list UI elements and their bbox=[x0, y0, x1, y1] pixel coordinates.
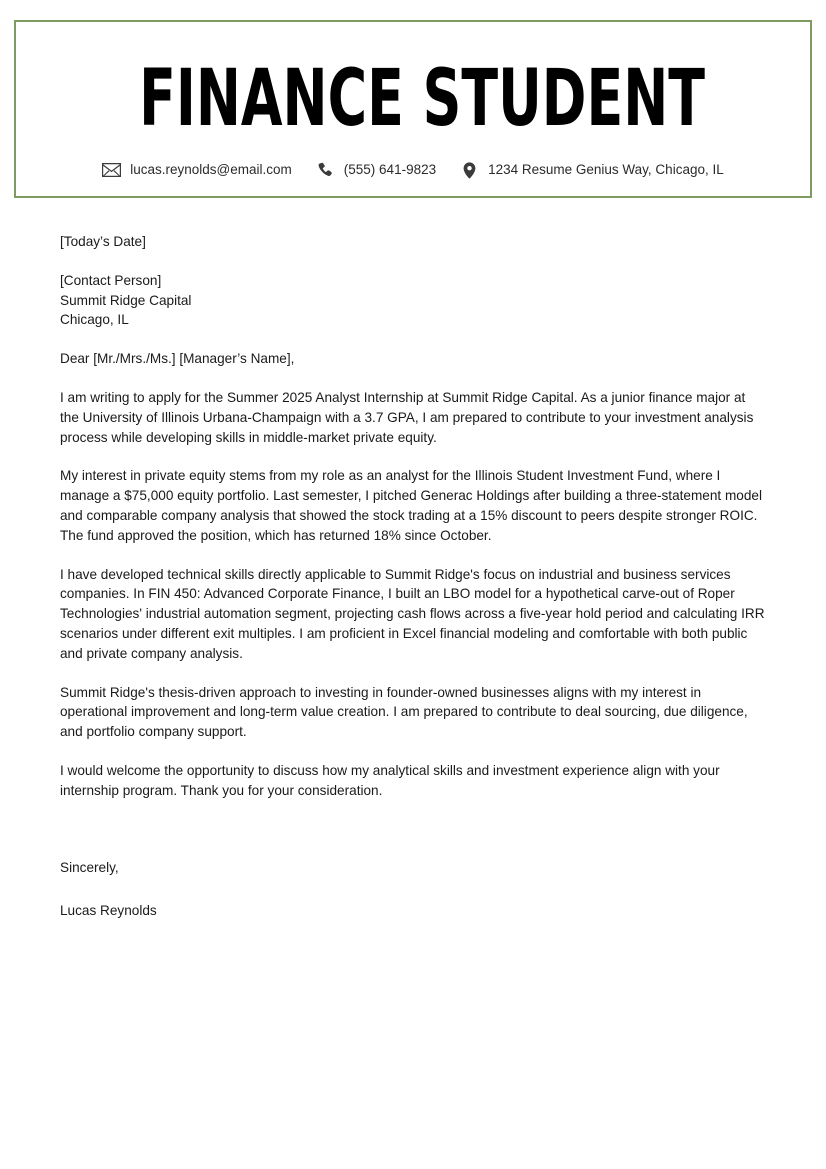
recipient-location: Chicago, IL bbox=[60, 312, 129, 328]
body-paragraph-5: I would welcome the opportunity to discuss how my analytical skills and investment experience align with your internship program. Thank you for your consideration. bbox=[60, 762, 720, 798]
recipient-contact-person: [Contact Person] bbox=[60, 272, 162, 288]
letter-body bbox=[60, 232, 767, 921]
email-text: lucas.reynolds@email.com bbox=[130, 162, 292, 177]
date-block bbox=[60, 232, 767, 252]
location-pin-icon bbox=[460, 162, 479, 178]
recipient-company: Summit Ridge Capital bbox=[60, 292, 192, 308]
phone-icon bbox=[316, 162, 335, 178]
contact-item-address bbox=[460, 162, 724, 178]
recipient-address-block bbox=[60, 271, 767, 330]
body-paragraph-2: My interest in private equity stems from my role as an analyst for the Illinois Student Investment Fund, where I manage a $75,000 equity portfolio. Last semester, I pitched Generac Holdings after building a three-statement model and comparable company analysis that showed the stock trading at a 15% discount to peers despite stronger ROIC. The fund approved the position, which has returned 18% since October. bbox=[60, 468, 763, 543]
contact-item-phone bbox=[316, 162, 436, 178]
body-paragraph-1: I am writing to apply for the Summer 2025 Analyst Internship at Summit Ridge Capital. As a junior finance major at the University of Illinois Urbana-Champaign with a 3.7 GPA, I am prepared to contribute to your investment analysis process while developing skills in middle-market private equity. bbox=[60, 389, 754, 445]
phone-text: (555) 641-9823 bbox=[343, 162, 437, 177]
contact-info-row bbox=[16, 162, 810, 178]
body-paragraph-4: Summit Ridge's thesis-driven approach to investing in founder-owned businesses aligns with my interest in operational improvement and long-term value creation. I am prepared to contribute to deal sourcing, due diligence, and portfolio company support. bbox=[60, 684, 748, 740]
signature-name: Lucas Reynolds bbox=[60, 903, 157, 919]
signature-spacer bbox=[60, 820, 767, 858]
salutation: Dear [Mr./Mrs./Ms.] [Manager’s Name], bbox=[60, 351, 295, 367]
envelope-icon bbox=[102, 162, 121, 178]
letter-date: [Today’s Date] bbox=[60, 234, 146, 249]
contact-item-email bbox=[102, 162, 292, 178]
header-banner bbox=[14, 20, 812, 198]
body-paragraph-3: I have developed technical skills directly applicable to Summit Ridge's focus on industrial and business services companies. In FIN 450: Advanced Corporate Finance, I built an LBO model for a hypothetical carve-out of Roper Technologies' industrial automation segment, projecting cash flows across a five-year hold period and calculating IRR scenarios under different exit multiples. I am proficient in Excel financial modeling and comfortable with both public and private company analysis. bbox=[60, 566, 765, 661]
closing-salutation: Sincerely, bbox=[60, 859, 119, 875]
address-text: 1234 Resume Genius Way, Chicago, IL bbox=[488, 162, 724, 177]
salutation-block bbox=[60, 349, 767, 369]
page-title: FINANCE STUDENT bbox=[139, 54, 705, 144]
